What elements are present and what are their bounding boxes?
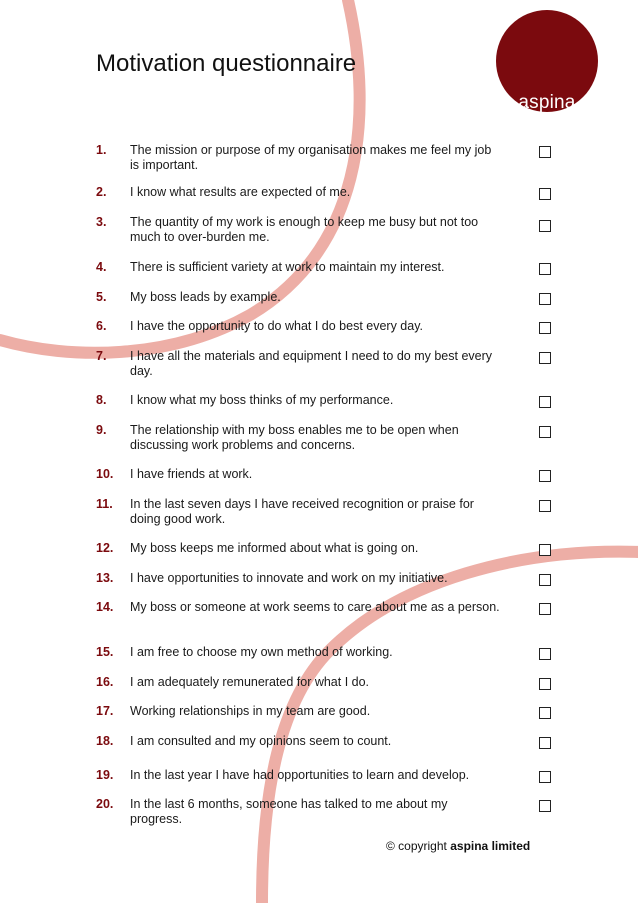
- copyright-notice: [386, 839, 530, 853]
- copyright-prefix: © copyright: [386, 839, 447, 853]
- question-number: 2.: [96, 185, 107, 199]
- question-number: 12.: [96, 541, 114, 555]
- question-text: I have all the materials and equipment I need to do my best every day.: [130, 349, 493, 378]
- question-number: 5.: [96, 290, 107, 304]
- answer-checkbox[interactable]: [539, 396, 551, 408]
- answer-checkbox[interactable]: [539, 146, 551, 158]
- question-text: I know what my boss thinks of my performance.: [130, 393, 394, 407]
- question-text: The quantity of my work is enough to keep me busy but not too much to over-burden me.: [130, 215, 479, 244]
- question-text: I am adequately remunerated for what I do.: [130, 675, 370, 689]
- answer-checkbox[interactable]: [539, 574, 551, 586]
- logo-text: aspina: [518, 92, 576, 113]
- question-text: I am free to choose my own method of working.: [130, 645, 393, 659]
- question-number: 18.: [96, 734, 114, 748]
- answer-checkbox[interactable]: [539, 188, 551, 200]
- answer-checkbox[interactable]: [539, 293, 551, 305]
- question-number: 1.: [96, 143, 107, 157]
- answer-checkbox[interactable]: [539, 470, 551, 482]
- question-number: 16.: [96, 675, 114, 689]
- answer-checkbox[interactable]: [539, 707, 551, 719]
- question-number: 17.: [96, 704, 114, 718]
- question-text: I am consulted and my opinions seem to count.: [130, 734, 392, 748]
- question-text: I have friends at work.: [130, 467, 253, 481]
- question-number: 9.: [96, 423, 107, 437]
- answer-checkbox[interactable]: [539, 426, 551, 438]
- answer-checkbox[interactable]: [539, 737, 551, 749]
- question-number: 7.: [96, 349, 107, 363]
- question-number: 13.: [96, 571, 114, 585]
- question-text: My boss keeps me informed about what is going on.: [130, 541, 419, 555]
- answer-checkbox[interactable]: [539, 220, 551, 232]
- question-text: The mission or purpose of my organisation makes me feel my job is important.: [130, 143, 492, 172]
- question-text: In the last seven days I have received recognition or praise for doing good work.: [130, 497, 474, 526]
- question-number: 20.: [96, 797, 114, 811]
- answer-checkbox[interactable]: [539, 544, 551, 556]
- question-number: 4.: [96, 260, 107, 274]
- copyright-company: aspina limited: [450, 839, 531, 853]
- question-text: I know what results are expected of me.: [130, 185, 351, 199]
- question-number: 19.: [96, 768, 114, 782]
- answer-checkbox[interactable]: [539, 678, 551, 690]
- question-text: My boss leads by example.: [130, 290, 281, 304]
- answer-checkbox[interactable]: [539, 500, 551, 512]
- question-number: 6.: [96, 319, 107, 333]
- question-text: There is sufficient variety at work to maintain my interest.: [130, 260, 445, 274]
- answer-checkbox[interactable]: [539, 771, 551, 783]
- question-number: 11.: [96, 497, 113, 511]
- answer-checkbox[interactable]: [539, 263, 551, 275]
- question-text: In the last 6 months, someone has talked to me about my progress.: [130, 797, 448, 826]
- question-text: In the last year I have had opportunities to learn and develop.: [130, 768, 470, 782]
- question-number: 15.: [96, 645, 114, 659]
- question-text: My boss or someone at work seems to care about me as a person.: [130, 600, 500, 614]
- answer-checkbox[interactable]: [539, 603, 551, 615]
- question-number: 8.: [96, 393, 107, 407]
- page-title: Motivation questionnaire: [96, 50, 357, 77]
- question-number: 3.: [96, 215, 107, 229]
- question-text: The relationship with my boss enables me to be open when discussing work problems and concerns.: [130, 423, 459, 452]
- answer-checkbox[interactable]: [539, 352, 551, 364]
- question-number: 10.: [96, 467, 114, 481]
- answer-checkbox[interactable]: [539, 322, 551, 334]
- question-text: I have the opportunity to do what I do best every day.: [130, 319, 424, 333]
- question-text: Working relationships in my team are good.: [130, 704, 371, 718]
- question-text: I have opportunities to innovate and work on my initiative.: [130, 571, 448, 585]
- question-number: 14.: [96, 600, 114, 614]
- answer-checkbox[interactable]: [539, 800, 551, 812]
- answer-checkbox[interactable]: [539, 648, 551, 660]
